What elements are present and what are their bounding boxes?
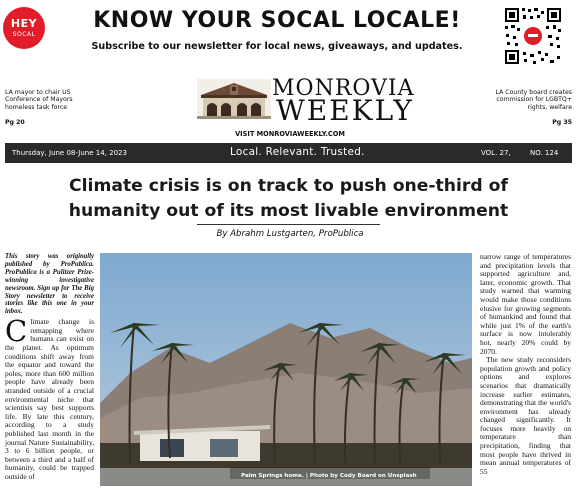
left-teaser[interactable]: LA mayor to chair US Conference of Mayors homeless task force [5,89,73,111]
qr-code-icon[interactable] [503,6,563,66]
right-teaser-page: Pg 35 [552,119,572,126]
article-left-body: limate change is remapping where humans can exist on the planet. As optimum conditions shift away from the equator and toward the poles, more than 600 million people have already been stranded outside of a crucial environmental niche that scientists say best supports life. By late this century, according to a study published last month in the journal Nature Sustainability, 3 to 6 billion people, or between a third and a half of humanity, could be trapped outside of [5,317,94,481]
left-teaser-page: Pg 20 [5,119,25,126]
right-teaser[interactable]: LA County board creates commission for LGBTQ+ rights, welfare [495,89,572,111]
site-url-link[interactable]: VISIT MONROVIAWEEKLY.COM [235,130,345,138]
article-intro-note: This story was originally published by ProPublica. ProPublica is a Pulitzer Prize-winning investigative newsroom. Sign up for The Big Story newsletter to receive stories like this one in your inbox. [5,253,94,316]
tagline: Local. Relevant. Trusted. [230,146,365,158]
article-photo [100,253,472,486]
article-right-column [480,253,571,476]
photo-caption: Palm Springs home. | Photo by Cody Board on Unsplash [241,473,417,479]
masthead-logo-line2: WEEKLY [276,94,414,127]
byline-divider [197,224,380,225]
issue-date: Thursday, June 08-June 14, 2023 [12,149,127,157]
ad-headline: KNOW YOUR SOCAL LOCALE! [93,8,461,33]
hey-socal-logo-top: HEY [10,17,38,30]
article-right-paragraph-1: narrow range of temperatures and precipitation levels that supported agriculture and, later, economic growth. That study warned that warming would make those conditions elusive for growing segments of humankind and found that while just 1% of the earth's surface is now intolerably hot, nearly 20% could by 2070. [480,252,571,356]
article-dropcap: C [5,314,28,349]
article-left-column [5,253,94,482]
ad-subline: Subscribe to our newsletter for local news, giveaways, and updates. [91,41,463,52]
issue-info-bar [5,143,572,163]
hey-socal-logo [3,7,45,49]
newsletter-ad-banner[interactable] [0,0,577,70]
hey-socal-logo-bottom: SOCAL [12,31,36,38]
article-right-paragraph-2: The new study reconsiders population growth and policy options and explores scenarios that dramatically increase earlier estimates, demonstrating that the world's environment has already changed significantly. It focuses more heavily on temperature than precipitation, finding that most people have thrived in mean annual temperatures of 55 [480,355,571,476]
issue-number: NO. 124 [530,149,559,157]
volume-number: VOL. 27, [481,149,511,157]
masthead-logo-line1: MONROVIA [272,76,415,101]
monrovia-building-logo-icon [197,79,271,119]
article-byline: By Abrahm Lustgarten, ProPublica [216,229,364,239]
article-headline: Climate crisis is on track to push one-third of humanity out of its most livable environment [68,176,509,221]
